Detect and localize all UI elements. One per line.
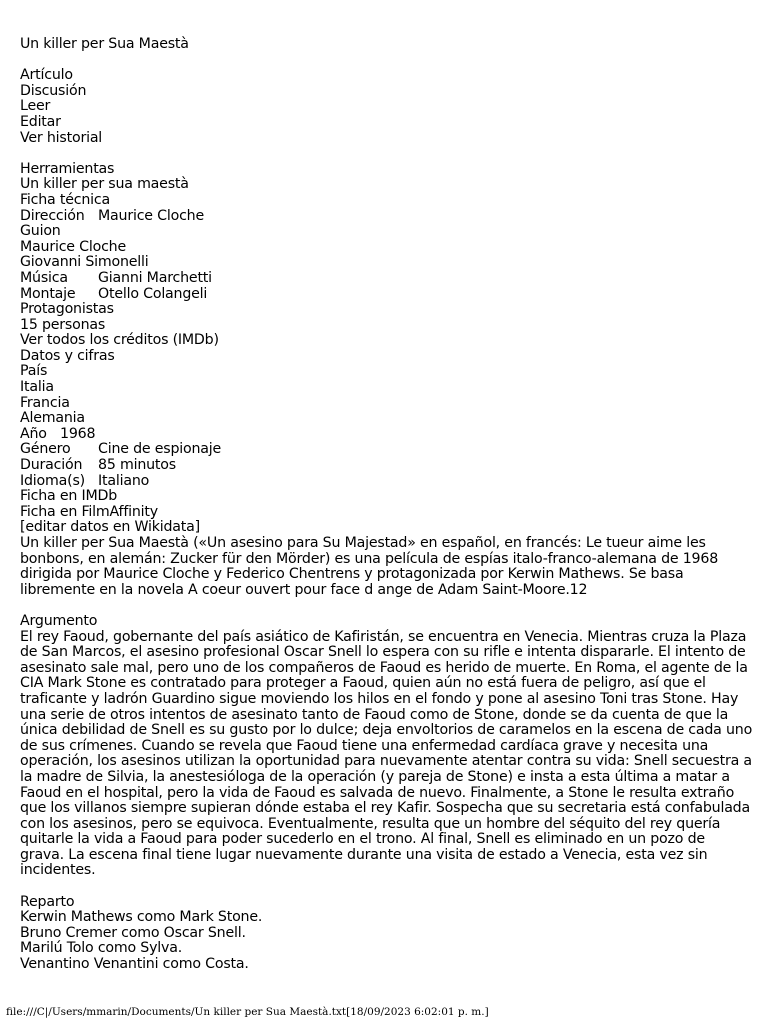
intro-line: libremente en la novela A coeur ouvert pour face d ange de Adam Saint-Moore.12 [20, 581, 588, 598]
print-footer: file:///C|/Users/mmarin/Documents/Un killer per Sua Maestà.txt[18/09/2023 6:02:01 p. m.] [6, 1006, 489, 1018]
argumento-line: quitarle la vida a Faoud para poder sucederlo en el trono. Al final, Snell es eliminado en un pozo de [20, 831, 705, 848]
guion-value[interactable]: Giovanni Simonelli [20, 254, 149, 271]
pais-value[interactable]: Alemania [20, 410, 85, 427]
infobox-row-anio [20, 427, 750, 443]
anio-label: Año [20, 425, 47, 442]
argumento-line: una serie de otros intentos de asesinato tanto de Faoud como de Stone, donde se da cuenta de que la [20, 706, 729, 723]
pais-value[interactable]: Italia [20, 379, 54, 396]
musica-value[interactable]: Gianni Marchetti [98, 269, 212, 286]
duracion-value: 85 minutos [98, 457, 176, 474]
argumento-line: incidentes. [20, 862, 96, 879]
tab-leer[interactable]: Leer [20, 98, 51, 115]
argumento-line: Faoud en el hospital, pero la vida de Faoud es salvada de nuevo. Finalmente, a Stone le resulta extraño [20, 784, 735, 801]
reparto-item: Kerwin Mathews como Mark Stone. [20, 909, 263, 926]
argumento-heading: Argumento [20, 612, 98, 629]
tab-editar[interactable]: Editar [20, 113, 61, 130]
argumento-line: CIA Mark Stone es contratado para proteger a Faoud, quien aún no está fuera de peligro, así que el [20, 675, 706, 692]
pais-label: País [20, 363, 48, 380]
anio-value[interactable]: 1968 [60, 425, 96, 442]
argumento-line: única debilidad de Snell es su gusto por lo dulce; deja envoltorios de caramelos en la escena de cada uno [20, 722, 753, 739]
argumento-line: de San Marcos, el asesino profesional Oscar Snell lo espera con su rifle e intenta dispararle. El intento de [20, 644, 746, 661]
ver-creditos-link[interactable]: Ver todos los créditos (IMDb) [20, 332, 219, 349]
tools-menu[interactable]: Herramientas [20, 160, 115, 177]
reparto-item: Venantino Venantini como Costa. [20, 956, 249, 973]
tab-articulo[interactable]: Artículo [20, 67, 73, 84]
idioma-label: Idioma(s) [20, 472, 85, 489]
tab-ver-historial[interactable]: Ver historial [20, 129, 103, 146]
infobox-section-datos: Datos y cifras [20, 347, 115, 364]
page-title: Un killer per Sua Maestà [20, 36, 189, 52]
argumento-line: El rey Faoud, gobernante del país asiático de Kafiristán, se encuentra en Venecia. Mientras cruza la Plaza [20, 628, 747, 645]
genero-label: Género [20, 441, 71, 458]
infobox [20, 177, 750, 536]
argumento-line: con los asesinos, pero se equivoca. Eventualmente, resulta que un hombre del séquito del rey quería [20, 815, 721, 832]
montaje-label: Montaje [20, 285, 76, 302]
intro-line: Un killer per Sua Maestà («Un asesino para Su Majestad» en español, en francés: Le tueur aime les [20, 535, 706, 551]
tab-discusion[interactable]: Discusión [20, 82, 87, 99]
pais-value[interactable]: Francia [20, 394, 70, 411]
intro-paragraph [20, 536, 750, 598]
protagonistas-label: Protagonistas [20, 301, 114, 318]
ficha-imdb-link[interactable]: Ficha en IMDb [20, 488, 118, 505]
infobox-row-idioma [20, 474, 750, 490]
argumento-line: de sus crímenes. Cuando se revela que Faoud tiene una enfermedad cardíaca grave y necesita una [20, 737, 709, 754]
infobox-row-direccion [20, 209, 750, 225]
argumento-line: que los villanos siempre supieran dónde estaba el rey Kafir. Sospecha que su secretaria está confabulada [20, 800, 750, 817]
ficha-filmaffinity-link[interactable]: Ficha en FilmAffinity [20, 503, 158, 520]
argumento-line: grava. La escena final tiene lugar nuevamente durante una visita de estado a Venecia, esta vez sin [20, 846, 708, 863]
infobox-title: Un killer per sua maestà [20, 176, 189, 193]
argumento-line: la madre de Silvia, la anestesióloga de la operación (y pareja de Stone) e insta a esta última a matar a [20, 768, 730, 785]
argumento-line: operación, los asesinos utilizan la oportunidad para nuevamente atentar contra su vida: Snell secuestra a [20, 753, 752, 770]
infobox-section-tech: Ficha técnica [20, 191, 110, 208]
guion-value[interactable]: Maurice Cloche [20, 238, 126, 255]
direccion-label: Dirección [20, 207, 85, 224]
argumento-line: asesinato sale mal, pero uno de los compañeros de Faoud es herido de muerte. En Roma, el agente de la [20, 659, 748, 676]
genero-value[interactable]: Cine de espionaje [98, 441, 222, 458]
infobox-row-duracion [20, 458, 750, 474]
argumento-paragraph [20, 628, 753, 880]
editar-wikidata-link[interactable]: [editar datos en Wikidata] [20, 519, 200, 536]
duracion-label: Duración [20, 457, 83, 474]
montaje-value[interactable]: Otello Colangeli [98, 285, 208, 302]
reparto-item: Marilú Tolo como Sylva. [20, 940, 183, 957]
intro-line: dirigida por Maurice Cloche y Federico Chentrens y protagonizada por Kerwin Mathews. Se basa [20, 566, 684, 583]
musica-label: Música [20, 269, 68, 286]
guion-label: Guion [20, 223, 61, 240]
document-body [20, 36, 753, 973]
argumento-line: traficante y ladrón Guardino sigue moviendo los hilos en el fondo y pone al asesino Toni tras Stone. Hay [20, 690, 739, 707]
idioma-value[interactable]: Italiano [98, 472, 150, 489]
direccion-value[interactable]: Maurice Cloche [98, 207, 204, 224]
infobox-row-montaje [20, 287, 750, 303]
infobox-row-genero [20, 442, 750, 458]
reparto-item: Bruno Cremer como Oscar Snell. [20, 924, 246, 941]
protagonistas-value: 15 personas [20, 316, 106, 333]
intro-line: bonbons, en alemán: Zucker für den Mörder) es una película de espías italo-franco-alemana de 1968 [20, 550, 719, 567]
infobox-row-musica [20, 271, 750, 287]
reparto-heading: Reparto [20, 893, 75, 910]
